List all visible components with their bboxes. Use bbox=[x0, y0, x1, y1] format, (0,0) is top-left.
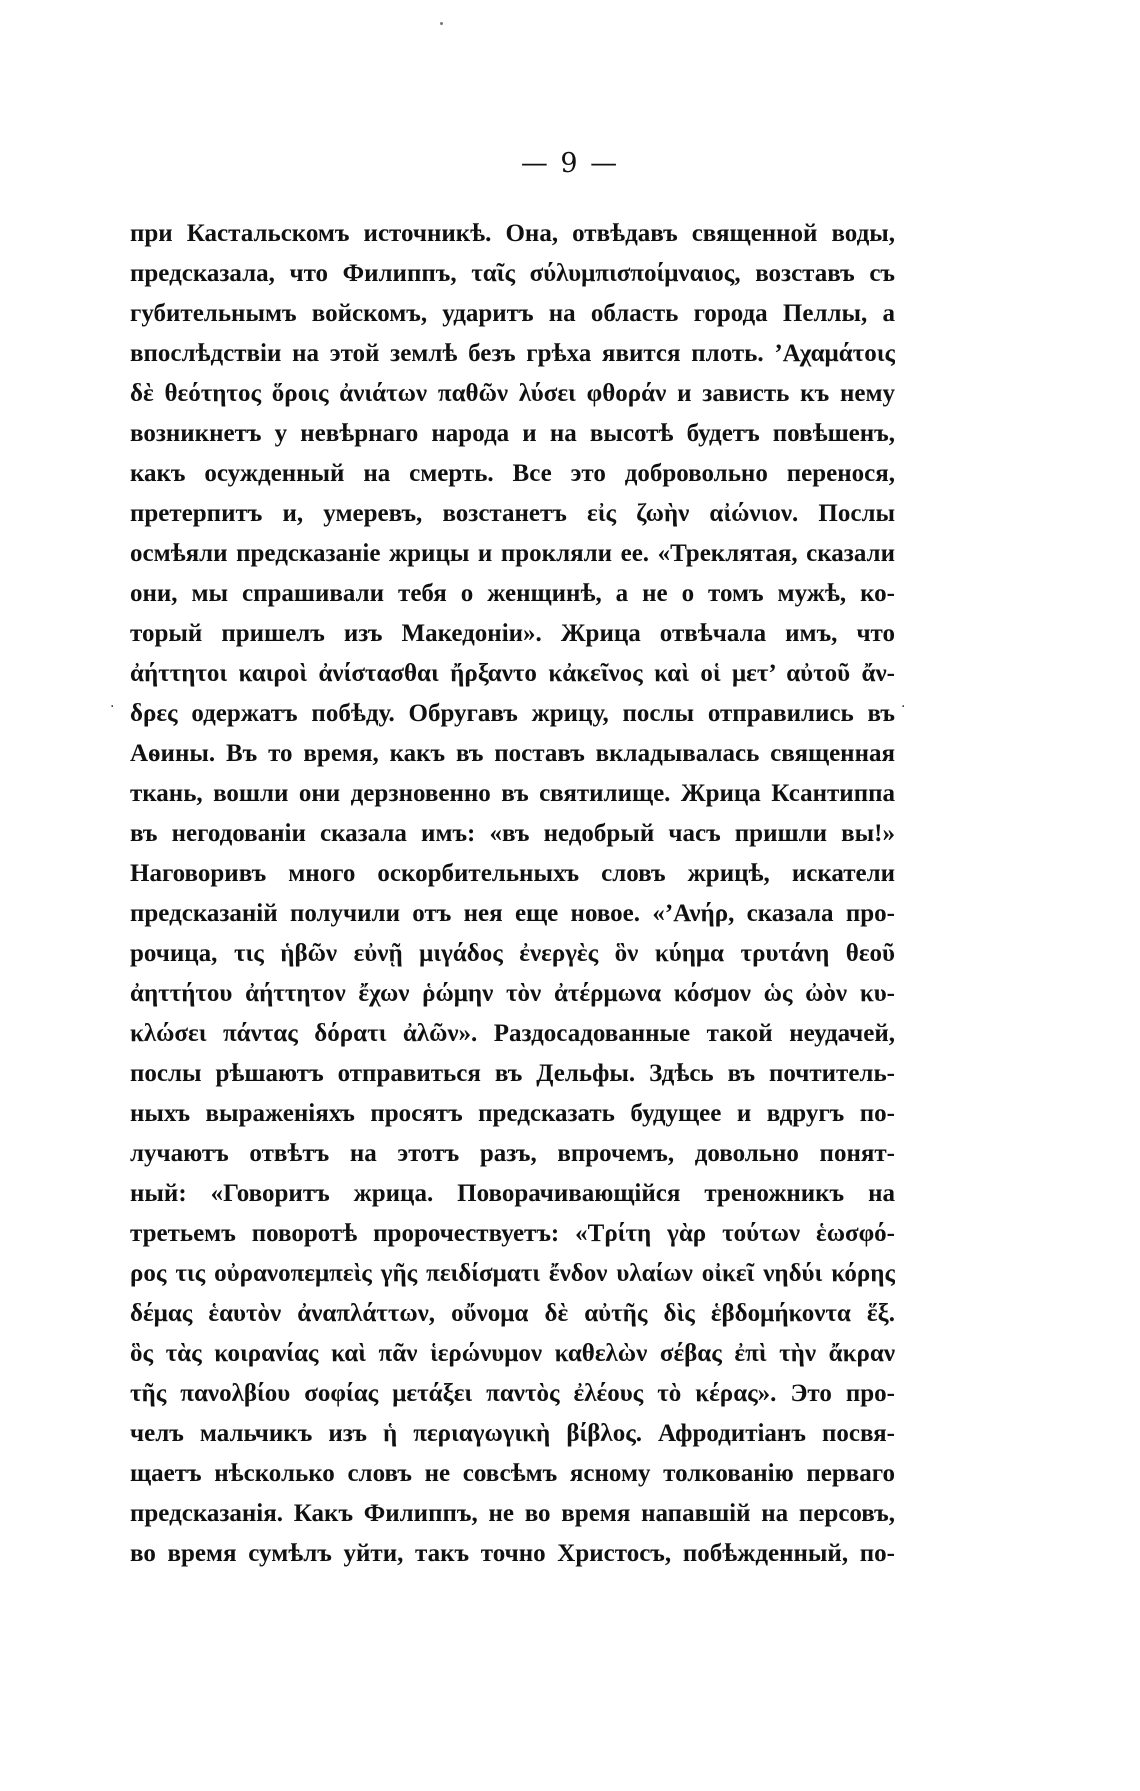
text-line: губительнымъ войскомъ, ударитъ на область города Пеллы, а bbox=[130, 300, 895, 327]
text-line: ный: «Говоритъ жрица. Поворачивающійся треножникъ на bbox=[130, 1180, 895, 1207]
speck-mark bbox=[440, 22, 443, 25]
page-number: — 9 — bbox=[520, 148, 620, 179]
text-line: предсказанія. Какъ Филиппъ, не во время напавшій на персовъ, bbox=[130, 1500, 895, 1527]
text-line: они, мы спрашивали тебя о женщинѣ, а не о томъ мужѣ, ко- bbox=[130, 580, 895, 607]
text-line: лучаютъ отвѣтъ на этотъ разъ, впрочемъ, довольно понят- bbox=[130, 1140, 895, 1167]
text-line: рочица, τις ἡβῶν εὐνῇ μιγάδος ἐνεργὲς ὃν κύημα τρυτάνη θεοῦ bbox=[130, 940, 895, 967]
text-line: при Кастальскомъ источникѣ. Она, отвѣдавъ священной воды, bbox=[130, 220, 895, 247]
text-line: ныхъ выраженіяхъ просятъ предсказать будущее и вдругъ по- bbox=[130, 1100, 895, 1127]
text-line: осмѣяли предсказаніе жрицы и прокляли ее. «Треклятая, сказали bbox=[130, 540, 895, 567]
text-line: ткань, вошли они дерзновенно въ святилище. Жрица Ксантиппа bbox=[130, 780, 895, 807]
margin-mark-left: · bbox=[110, 699, 115, 715]
text-line: впослѣдствіи на этой землѣ безъ грѣха явится плоть. ’Αχαμάτοις bbox=[130, 340, 895, 367]
text-line: третьемъ поворотѣ пророчествуетъ: «Τρίτη γὰρ τούτων ἑωσφό- bbox=[130, 1220, 895, 1247]
text-line: въ негодованіи сказала имъ: «въ недобрый часъ пришли вы!» bbox=[130, 820, 895, 847]
text-line: претерпитъ и, умеревъ, возстанетъ εἰς ζωὴν αἰώνιον. Послы bbox=[130, 500, 895, 527]
margin-mark-right: · bbox=[901, 699, 906, 715]
text-line: ρος τις οὐρανοπεμπεὶς γῆς πειδίσματι ἔνδον υλαίων οἰκεῖ νηδύι κόρης bbox=[130, 1260, 895, 1287]
text-line: τῆς πανολβίου σοφίας μετάξει παντὸς ἐλέους τὸ κέρας». Это про- bbox=[130, 1380, 895, 1407]
text-line: во время сумѣлъ уйти, такъ точно Христосъ, побѣжденный, по- bbox=[130, 1540, 895, 1567]
body-text bbox=[130, 214, 895, 1574]
text-line: δὲ θεότητος ὅροις ἀνιάτων παθῶν λύσει φθοράν и зависть къ нему bbox=[130, 380, 895, 407]
text-line: предсказаній получили отъ нея еще новое. «’Ανήρ, сказала про- bbox=[130, 900, 895, 927]
text-line: торый пришелъ изъ Македоніи». Жрица отвѣчала имъ, что bbox=[130, 620, 895, 647]
text-line: возникнетъ у невѣрнаго народа и на высотѣ будетъ повѣшенъ, bbox=[130, 420, 895, 447]
text-line: челъ мальчикъ изъ ἡ περιαγωγικὴ βίβλος. Афродитіанъ посвя- bbox=[130, 1420, 895, 1447]
text-line: δρες одержатъ побѣду. Обругавъ жрицу, послы отправились въ bbox=[130, 700, 895, 727]
text-line: ἀήττητοι καιροὶ ἀνίστασθαι ἤρξαντο κἀκεῖνος καὶ οἱ μετ’ αὐτοῦ ἄν- bbox=[130, 660, 895, 687]
text-line: ὃς τὰς κοιρανίας καὶ πᾶν ἱερώνυμον καθελὼν σέβας ἐπὶ τὴν ἄκραν bbox=[130, 1340, 895, 1367]
text-line: δέμας ἑαυτὸν ἀναπλάττων, οὔνομα δὲ αὐτῆς δὶς ἑβδομήκοντα ἕξ. bbox=[130, 1300, 895, 1327]
text-line: щаетъ нѣсколько словъ не совсѣмъ ясному толкованію перваго bbox=[130, 1460, 895, 1487]
text-line: послы рѣшаютъ отправиться въ Дельфы. Здѣсь въ почтитель- bbox=[130, 1060, 895, 1087]
text-line: Наговоривъ много оскорбительныхъ словъ жрицѣ, искатели bbox=[130, 860, 895, 887]
text-line: Аѳины. Въ то время, какъ въ поставъ вкладывалась священная bbox=[130, 740, 895, 767]
text-line: какъ осужденный на смерть. Все это добровольно перенося, bbox=[130, 460, 895, 487]
text-line: предсказала, что Филиппъ, ταῖς σύλυμπισποίμναιος, возставъ съ bbox=[130, 260, 895, 287]
text-line: κλώσει πάντας δόρατι ἀλῶν». Раздосадованные такой неудачей, bbox=[130, 1020, 895, 1047]
text-line: ἀηττήτου ἀήττητον ἔχων ῥώμην τὸν ἀτέρμωνα κόσμον ὡς ὠὸν κυ- bbox=[130, 980, 895, 1007]
